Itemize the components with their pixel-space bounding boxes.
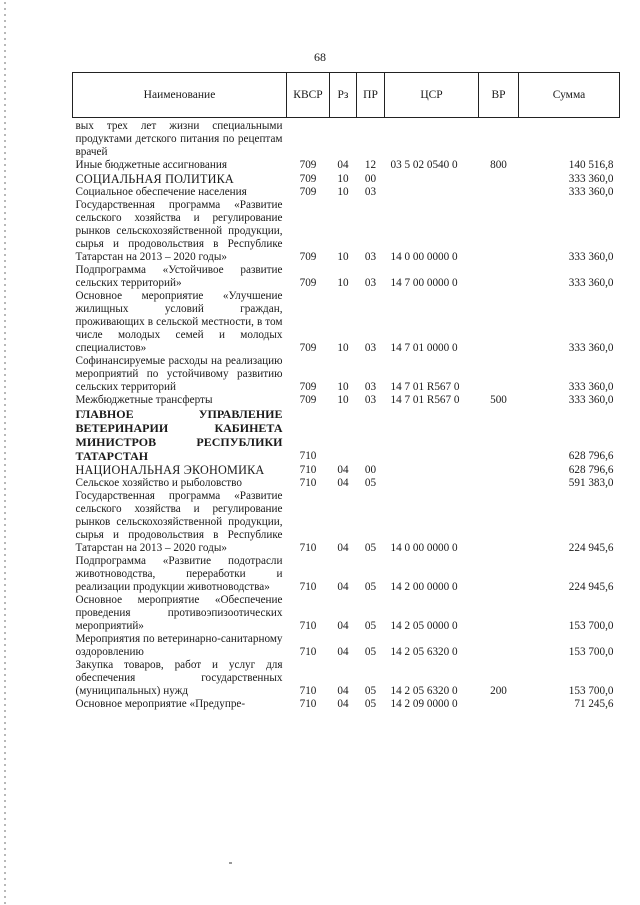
cell-vr <box>479 186 519 199</box>
table-row <box>73 698 620 711</box>
cell-sum: 591 383,0 <box>568 477 614 489</box>
header-name: Наименование <box>73 73 287 118</box>
cell-rz: 10 <box>337 342 349 354</box>
cell-name: Социальное обеспечение населения <box>75 186 247 198</box>
budget-table <box>72 72 620 711</box>
table-row <box>73 394 620 407</box>
header-pr: ПР <box>357 73 385 118</box>
cell-vr <box>479 172 519 186</box>
cell-pr: 05 <box>364 477 377 489</box>
cell-name: Сельское хозяйство и рыболовство <box>75 477 242 489</box>
cell-sum: 333 360,0 <box>568 251 614 263</box>
cell-pr: 05 <box>364 698 377 710</box>
table-row <box>73 463 620 477</box>
cell-sum: 153 700,0 <box>568 646 614 658</box>
cell-name: Межбюджетные трансферты <box>75 394 213 406</box>
cell-pr: 00 <box>364 464 377 476</box>
cell-name: НАЦИОНАЛЬНАЯ ЭКОНОМИКА <box>75 463 265 477</box>
cell-name: Государственная программа «Развитие сельского хозяйства и регулирование рынков сельскохозяйственной продукции, сырья и продовольствия в Республике Татарстан на 2013 – 2020 годы» <box>75 490 283 554</box>
cell-kvsr: 709 <box>299 277 317 289</box>
cell-pr: 12 <box>364 159 377 171</box>
cell-name: Мероприятия по ветеринарно-санитарному оздоровлению <box>75 633 283 658</box>
cell-csr: 03 5 02 0540 0 <box>390 159 458 171</box>
cell-sum: 333 360,0 <box>568 277 614 289</box>
cell-name: ГЛАВНОЕ УПРАВЛЕНИЕ ВЕТЕРИНАРИИ КАБИНЕТА МИНИСТРОВ РЕСПУБЛИКИ ТАТАРСТАН <box>75 407 283 463</box>
cell-vr <box>479 355 519 394</box>
cell-rz: 10 <box>337 394 349 406</box>
cell-csr <box>385 186 479 199</box>
table-row <box>73 407 620 463</box>
cell-kvsr: 710 <box>299 464 317 476</box>
cell-sum: 628 796,6 <box>568 464 614 476</box>
cell-rz: 10 <box>337 277 349 289</box>
cell-pr: 05 <box>364 542 377 554</box>
cell-name: Софинансируемые расходы на реализацию мероприятий по устойчивому развитию сельских территорий <box>75 355 283 393</box>
cell-vr <box>479 490 519 555</box>
cell-name: Подпрограмма «Устойчивое развитие сельских территорий» <box>75 264 283 289</box>
table-row <box>73 555 620 594</box>
cell-sum: 333 360,0 <box>568 342 614 354</box>
scan-edge-binding <box>4 0 6 905</box>
cell-name: СОЦИАЛЬНАЯ ПОЛИТИКА <box>75 172 234 186</box>
cell-name: Основное мероприятие «Обеспечение проведения противоэпизоотических мероприятий» <box>75 594 283 632</box>
cell-sum: 153 700,0 <box>568 620 614 632</box>
cell-vr <box>479 594 519 633</box>
cell-sum: 140 516,8 <box>568 159 614 171</box>
cell-rz: 10 <box>337 173 349 185</box>
cell-kvsr: 710 <box>299 581 317 593</box>
cell-kvsr: 710 <box>299 542 317 554</box>
cell-sum <box>519 118 620 160</box>
cell-vr <box>479 290 519 355</box>
table-row <box>73 118 620 160</box>
cell-kvsr: 710 <box>299 620 317 632</box>
cell-vr <box>479 463 519 477</box>
cell-csr <box>385 172 479 186</box>
cell-vr <box>479 118 519 160</box>
cell-csr: 14 0 00 0000 0 <box>390 251 458 263</box>
cell-csr: 14 7 00 0000 0 <box>390 277 458 289</box>
cell-kvsr: 710 <box>299 685 317 697</box>
table-row <box>73 490 620 555</box>
cell-kvsr: 709 <box>299 251 317 263</box>
cell-kvsr: 709 <box>299 173 317 185</box>
cell-sum: 224 945,6 <box>568 542 614 554</box>
cell-csr: 14 2 05 0000 0 <box>390 620 458 632</box>
cell-pr: 03 <box>364 186 377 198</box>
cell-rz <box>330 118 357 160</box>
cell-sum: 153 700,0 <box>568 685 614 697</box>
cell-csr: 14 2 00 0000 0 <box>390 581 458 593</box>
cell-vr <box>479 633 519 659</box>
table-row <box>73 159 620 172</box>
cell-pr: 05 <box>364 685 377 697</box>
cell-sum: 333 360,0 <box>568 381 614 393</box>
cell-rz: 10 <box>337 381 349 393</box>
cell-pr: 05 <box>364 646 377 658</box>
cell-pr: 03 <box>364 251 377 263</box>
cell-csr <box>385 463 479 477</box>
table-row <box>73 594 620 633</box>
cell-rz: 04 <box>337 159 349 171</box>
table-row <box>73 633 620 659</box>
table-row <box>73 477 620 490</box>
header-rz: Рз <box>330 73 357 118</box>
cell-sum: 71 245,6 <box>574 698 614 710</box>
table-header-row <box>73 73 620 118</box>
cell-name: Основное мероприятие «Предупре- <box>75 698 246 710</box>
cell-name: Иные бюджетные ассигнования <box>75 159 227 171</box>
header-kvsr: КВСР <box>287 73 330 118</box>
cell-vr <box>479 555 519 594</box>
cell-csr: 14 0 00 0000 0 <box>390 542 458 554</box>
cell-kvsr: 709 <box>299 186 317 198</box>
table-body <box>73 118 620 712</box>
cell-csr <box>385 477 479 490</box>
cell-pr: 05 <box>364 581 377 593</box>
scan-speck <box>229 862 232 864</box>
header-sum: Сумма <box>519 73 620 118</box>
table-row <box>73 659 620 698</box>
cell-csr <box>385 407 479 463</box>
cell-vr <box>479 264 519 290</box>
header-vr: ВР <box>479 73 519 118</box>
cell-rz: 10 <box>337 186 349 198</box>
cell-rz: 04 <box>337 542 349 554</box>
header-csr: ЦСР <box>385 73 479 118</box>
cell-kvsr: 709 <box>299 381 317 393</box>
cell-name: вых трех лет жизни специальными продуктами детского питания по рецептам врачей <box>75 120 283 158</box>
cell-rz: 04 <box>337 685 349 697</box>
cell-kvsr: 710 <box>299 698 317 710</box>
cell-rz: 10 <box>337 251 349 263</box>
cell-kvsr: 709 <box>299 394 317 406</box>
cell-pr: 03 <box>364 342 377 354</box>
cell-vr <box>479 407 519 463</box>
table-row <box>73 355 620 394</box>
cell-rz: 04 <box>337 477 349 489</box>
cell-pr: 03 <box>364 277 377 289</box>
cell-kvsr: 709 <box>299 159 317 171</box>
cell-csr: 14 7 01 R567 0 <box>390 394 460 406</box>
cell-csr: 14 2 09 0000 0 <box>390 698 458 710</box>
cell-sum: 333 360,0 <box>568 173 614 185</box>
cell-kvsr: 710 <box>299 477 317 489</box>
cell-kvsr: 709 <box>299 342 317 354</box>
cell-pr: 00 <box>364 173 377 185</box>
cell-rz: 04 <box>337 646 349 658</box>
cell-pr: 03 <box>364 394 377 406</box>
table-row <box>73 172 620 186</box>
cell-sum: 333 360,0 <box>568 394 614 406</box>
cell-rz: 04 <box>337 581 349 593</box>
cell-vr: 200 <box>490 685 507 697</box>
cell-pr <box>357 407 385 463</box>
table-row <box>73 199 620 264</box>
cell-pr: 05 <box>364 620 377 632</box>
cell-name: Закупка товаров, работ и услуг для обеспечения государственных (муниципальных) нужд <box>75 659 283 697</box>
cell-sum: 224 945,6 <box>568 581 614 593</box>
table-row <box>73 264 620 290</box>
cell-pr <box>357 118 385 160</box>
cell-kvsr: 710 <box>299 450 317 462</box>
cell-vr <box>479 199 519 264</box>
cell-csr: 14 7 01 0000 0 <box>390 342 458 354</box>
cell-name: Подпрограмма «Развитие подотрасли животноводства, переработки и реализации продукции животноводства» <box>75 555 283 593</box>
cell-sum: 333 360,0 <box>568 186 614 198</box>
table-row <box>73 290 620 355</box>
page-number: 68 <box>314 50 326 64</box>
cell-rz: 04 <box>337 464 349 476</box>
cell-kvsr: 710 <box>299 646 317 658</box>
cell-name: Государственная программа «Развитие сельского хозяйства и регулирование рынков сельскохозяйственной продукции, сырья и продовольствия в Республике Татарстан на 2013 – 2020 годы» <box>75 199 283 263</box>
cell-vr: 500 <box>490 394 507 406</box>
cell-csr: 14 7 01 R567 0 <box>390 381 460 393</box>
cell-csr <box>385 118 479 160</box>
cell-csr: 14 2 05 6320 0 <box>390 685 458 697</box>
cell-csr: 14 2 05 6320 0 <box>390 646 458 658</box>
cell-rz: 04 <box>337 620 349 632</box>
cell-vr <box>479 698 519 711</box>
cell-sum: 628 796,6 <box>568 450 614 462</box>
cell-vr: 800 <box>490 159 507 171</box>
cell-pr: 03 <box>364 381 377 393</box>
cell-name: Основное мероприятие «Улучшение жилищных условий граждан, проживающих в сельской местности, в том числе молодых семей и молодых специалистов» <box>75 290 283 354</box>
cell-kvsr <box>287 118 330 160</box>
cell-vr <box>479 477 519 490</box>
cell-rz: 04 <box>337 698 349 710</box>
cell-rz <box>330 407 357 463</box>
table-row <box>73 186 620 199</box>
